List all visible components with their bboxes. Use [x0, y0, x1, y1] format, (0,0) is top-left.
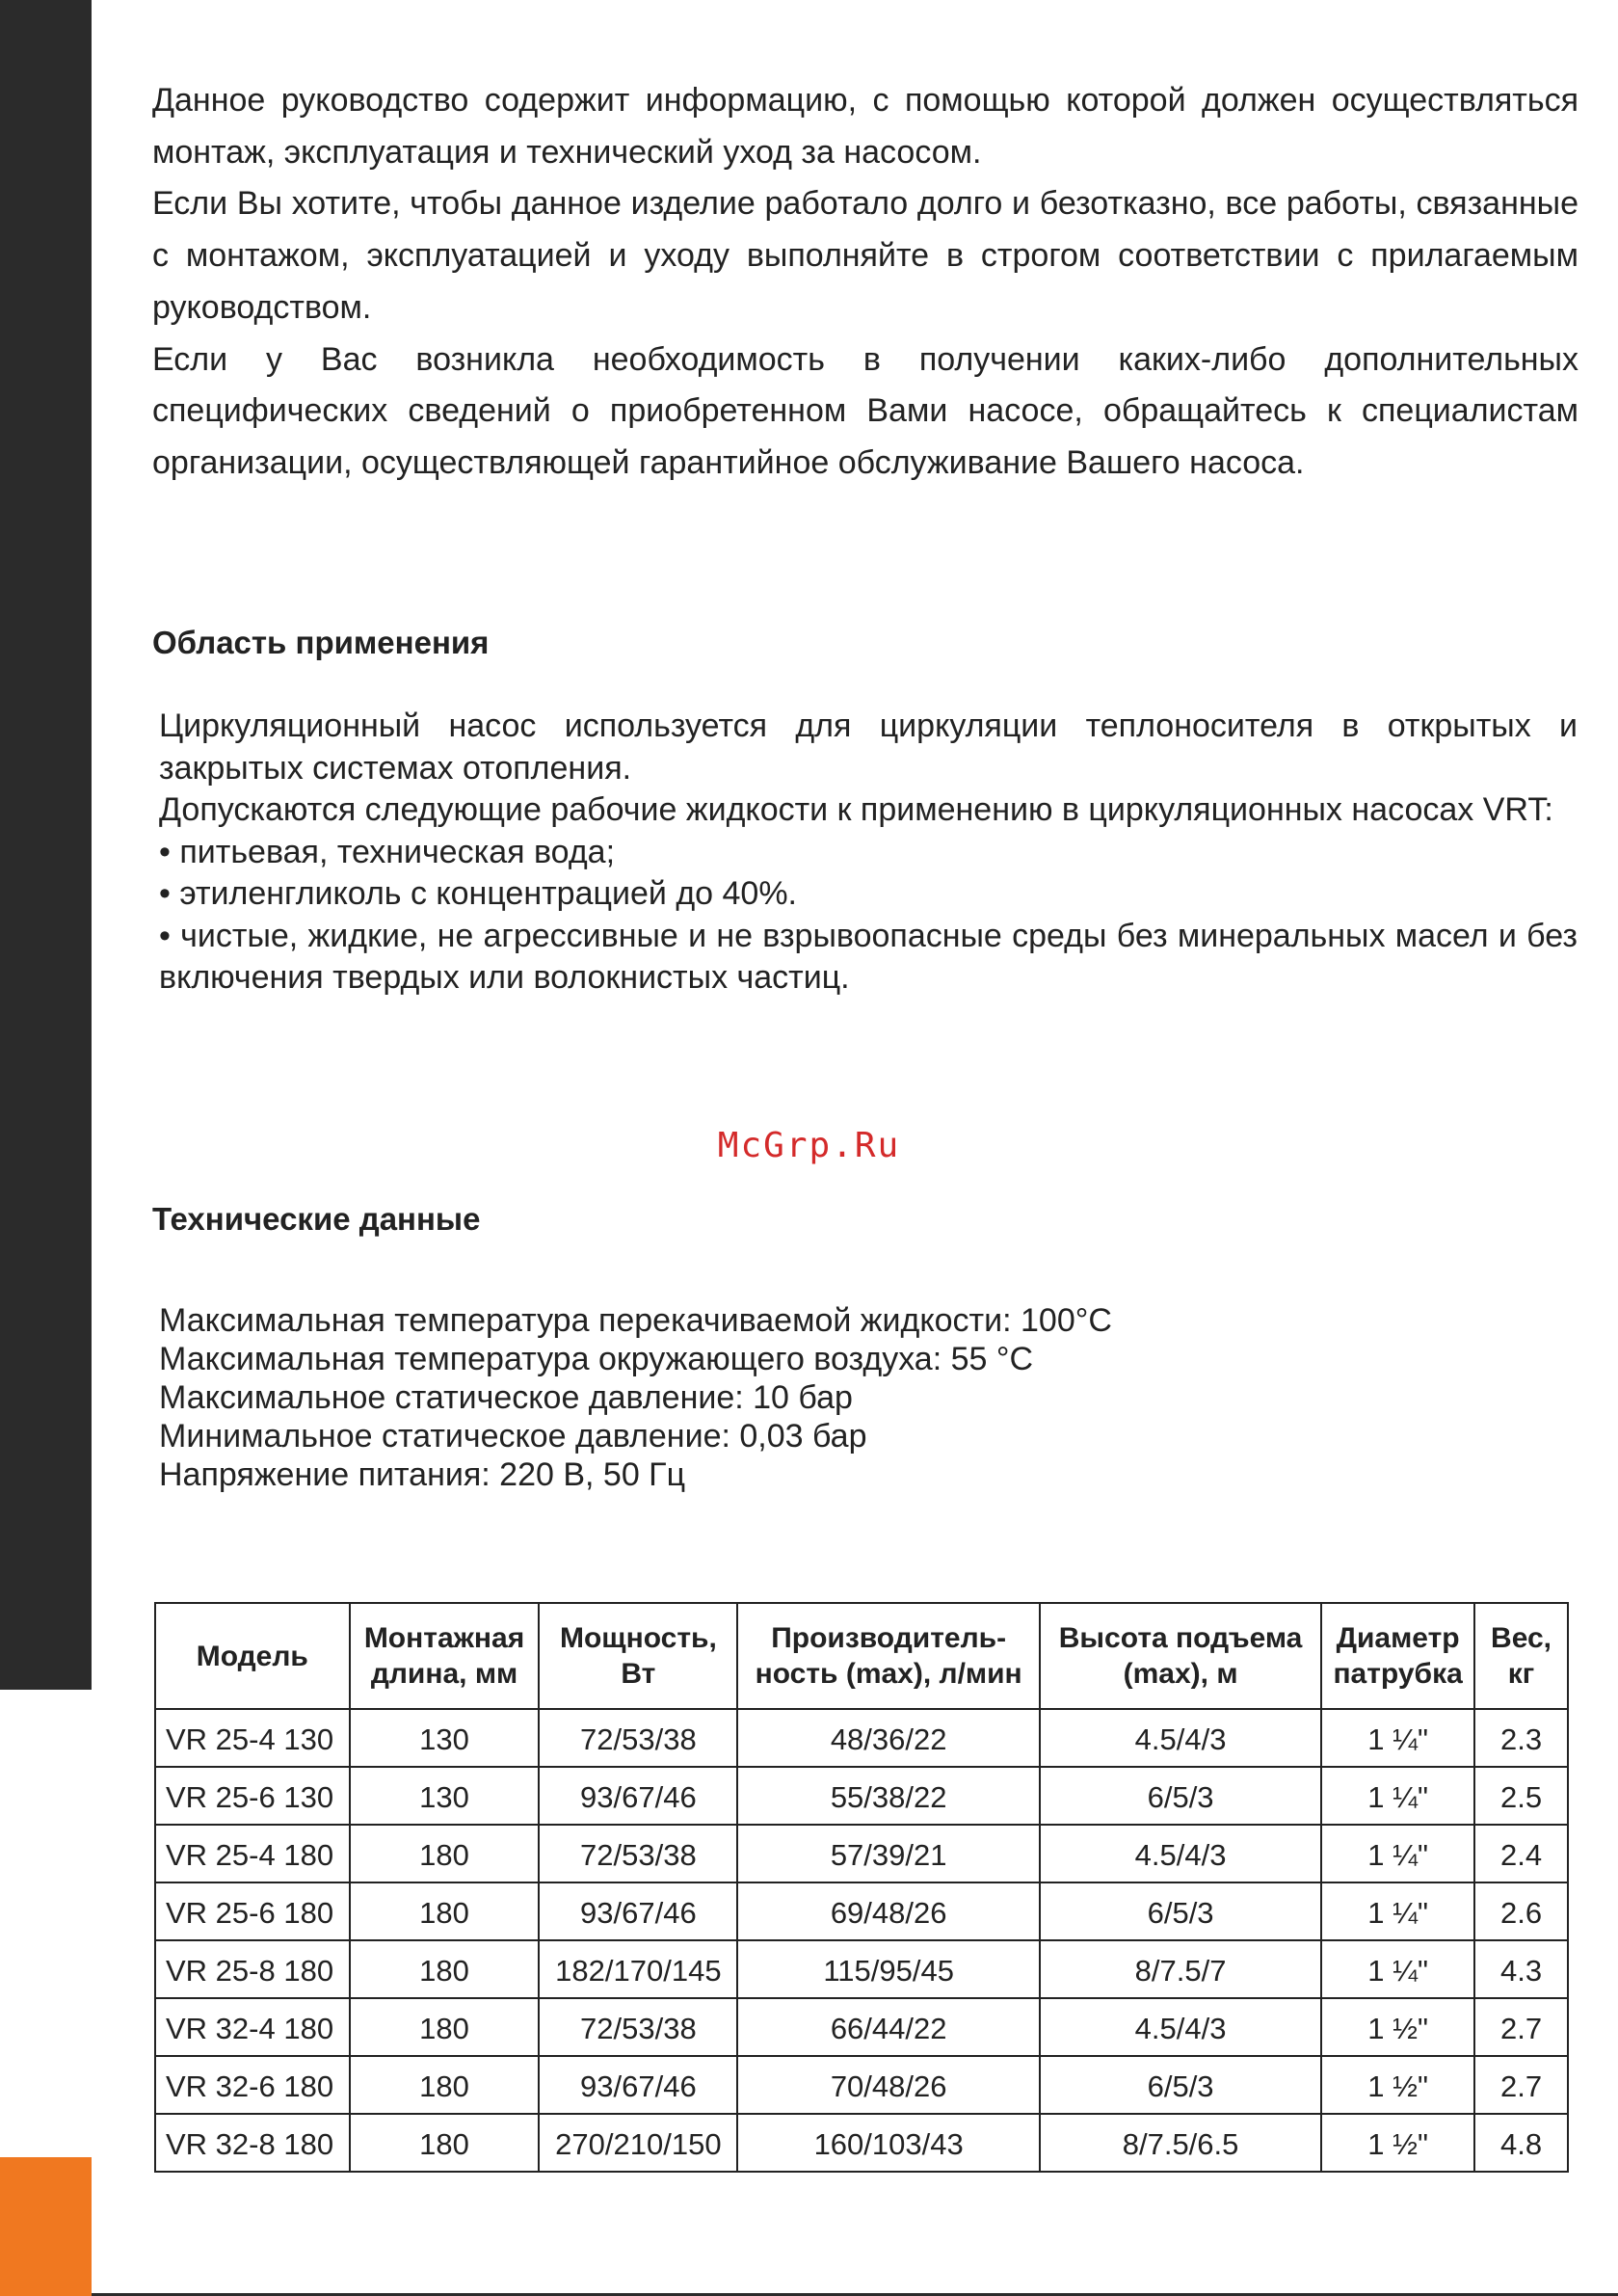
column-header-line: (max), м: [1123, 1658, 1238, 1690]
table-cell-head: 4.5/4/3: [1040, 1998, 1321, 2056]
intro-paragraph: Если Вы хотите, чтобы данное изделие работало долго и безотказно, все работы, связанные с монтажом, эксплуатацией и уходу выполняйте в строгом соответствии с прилагаемым руководством.: [152, 185, 1578, 326]
table-cell-mount-length: 130: [350, 1709, 540, 1767]
side-bar-dark: [0, 0, 92, 1690]
table-cell-mount-length: 130: [350, 1767, 540, 1825]
table-cell-weight: 4.8: [1474, 2114, 1568, 2172]
table-row: [155, 1767, 1568, 1825]
usage-paragraph: Циркуляционный насос используется для циркуляции теплоносителя в открытых и закрытых системах отопления.: [159, 707, 1578, 787]
column-header-capacity: [737, 1603, 1040, 1709]
table-header-row: [155, 1603, 1568, 1709]
table-cell-model: VR 32-4 180: [155, 1998, 350, 2056]
table-cell-power: 93/67/46: [539, 1882, 737, 1940]
table-cell-head: 4.5/4/3: [1040, 1825, 1321, 1882]
table-cell-model: VR 32-8 180: [155, 2114, 350, 2172]
table-row: [155, 1882, 1568, 1940]
usage-paragraph: Допускаются следующие рабочие жидкости к применению в циркуляционных насосах VRT:: [159, 791, 1553, 828]
watermark: McGrp.Ru: [717, 1126, 901, 1165]
column-header-line: Мощность,: [559, 1622, 717, 1654]
usage-section: [159, 706, 1578, 1000]
usage-bullet: • питьевая, техническая вода;: [159, 833, 616, 870]
table-cell-pipe-diameter: 1 ¼": [1321, 1767, 1474, 1825]
table-cell-head: 8/7.5/6.5: [1040, 2114, 1321, 2172]
table-cell-head: 8/7.5/7: [1040, 1940, 1321, 1998]
table-cell-model: VR 32-6 180: [155, 2056, 350, 2114]
table-cell-weight: 2.7: [1474, 1998, 1568, 2056]
table-cell-pipe-diameter: 1 ½": [1321, 2114, 1474, 2172]
pump-spec-table: [154, 1602, 1569, 2173]
spec-line: Максимальное статическое давление: 10 бар: [159, 1379, 853, 1416]
column-header-line: Монтажная: [363, 1622, 525, 1654]
table-cell-mount-length: 180: [350, 1940, 540, 1998]
column-header-line: Производитель-: [771, 1622, 1007, 1654]
column-header-line: Высота подъема: [1058, 1622, 1303, 1654]
table-cell-power: 182/170/145: [539, 1940, 737, 1998]
usage-heading: Область применения: [152, 625, 490, 660]
column-header-line: кг: [1507, 1658, 1535, 1690]
table-cell-mount-length: 180: [350, 1882, 540, 1940]
column-header-mount-length: [350, 1603, 540, 1709]
table-row: [155, 1998, 1568, 2056]
table-cell-pipe-diameter: 1 ¼": [1321, 1825, 1474, 1882]
table-cell-head: 4.5/4/3: [1040, 1709, 1321, 1767]
table-cell-mount-length: 180: [350, 1825, 540, 1882]
table-cell-weight: 4.3: [1474, 1940, 1568, 1998]
column-header-line: длина, мм: [370, 1658, 518, 1690]
column-header-line: ность (max), л/мин: [755, 1658, 1022, 1690]
table-row: [155, 2114, 1568, 2172]
table-cell-weight: 2.6: [1474, 1882, 1568, 1940]
table-cell-capacity: 48/36/22: [737, 1709, 1040, 1767]
table-cell-pipe-diameter: 1 ¼": [1321, 1940, 1474, 1998]
column-header-power: [539, 1603, 737, 1709]
spec-line: Максимальная температура окружающего воздуха: 55 °C: [159, 1341, 1034, 1377]
table-cell-power: 72/53/38: [539, 1998, 737, 2056]
table-cell-power: 270/210/150: [539, 2114, 737, 2172]
table-cell-capacity: 70/48/26: [737, 2056, 1040, 2114]
table-cell-mount-length: 180: [350, 2056, 540, 2114]
column-header-model: [155, 1603, 350, 1709]
table-cell-capacity: 66/44/22: [737, 1998, 1040, 2056]
table-cell-power: 93/67/46: [539, 1767, 737, 1825]
tech-heading: Технические данные: [152, 1201, 481, 1237]
intro-section: [152, 75, 1578, 490]
table-cell-model: VR 25-4 130: [155, 1709, 350, 1767]
table-cell-model: VR 25-6 180: [155, 1882, 350, 1940]
table-cell-weight: 2.7: [1474, 2056, 1568, 2114]
table-cell-capacity: 115/95/45: [737, 1940, 1040, 1998]
table-cell-head: 6/5/3: [1040, 2056, 1321, 2114]
column-header-line: Вт: [621, 1658, 656, 1690]
column-header-line: Вес,: [1491, 1622, 1552, 1654]
table-row: [155, 1709, 1568, 1767]
table-cell-pipe-diameter: 1 ½": [1321, 1998, 1474, 2056]
intro-paragraph: Данное руководство содержит информацию, с помощью которой должен осуществляться монтаж, эксплуатация и технический уход за насосом.: [152, 82, 1578, 171]
table-cell-model: VR 25-4 180: [155, 1825, 350, 1882]
table-cell-weight: 2.3: [1474, 1709, 1568, 1767]
table-row: [155, 2056, 1568, 2114]
table-cell-pipe-diameter: 1 ½": [1321, 2056, 1474, 2114]
table-cell-capacity: 69/48/26: [737, 1882, 1040, 1940]
spec-line: Напряжение питания: 220 В, 50 Гц: [159, 1456, 686, 1493]
table-cell-capacity: 160/103/43: [737, 2114, 1040, 2172]
table-cell-model: VR 25-6 130: [155, 1767, 350, 1825]
table-cell-head: 6/5/3: [1040, 1882, 1321, 1940]
table-cell-pipe-diameter: 1 ¼": [1321, 1882, 1474, 1940]
table-row: [155, 1825, 1568, 1882]
table-cell-pipe-diameter: 1 ¼": [1321, 1709, 1474, 1767]
side-bar-accent: [0, 2157, 92, 2296]
table-cell-head: 6/5/3: [1040, 1767, 1321, 1825]
spec-line: Максимальная температура перекачиваемой жидкости: 100°C: [159, 1302, 1112, 1339]
usage-bullet: • этиленгликоль с концентрацией до 40%.: [159, 875, 798, 912]
table-cell-mount-length: 180: [350, 1998, 540, 2056]
column-header-pipe-diameter: [1321, 1603, 1474, 1709]
table-cell-model: VR 25-8 180: [155, 1940, 350, 1998]
intro-paragraph: Если у Вас возникла необходимость в получении каких-либо дополнительных специфических сведений о приобретенном Вами насосе, обращайтесь к специалистам организации, осуществляющей гарантийное обслуживание Вашего насоса.: [152, 340, 1578, 481]
column-header-line: Диаметр: [1336, 1622, 1460, 1654]
column-header-head: [1040, 1603, 1321, 1709]
table-cell-weight: 2.4: [1474, 1825, 1568, 1882]
usage-bullet: • чистые, жидкие, не агрессивные и не взрывоопасные среды без минеральных масел и без включения твердых или волокнистых частиц.: [159, 917, 1578, 996]
table-cell-power: 93/67/46: [539, 2056, 737, 2114]
table-cell-mount-length: 180: [350, 2114, 540, 2172]
table-body: [155, 1709, 1568, 2172]
table-cell-capacity: 57/39/21: [737, 1825, 1040, 1882]
spec-line: Минимальное статическое давление: 0,03 бар: [159, 1418, 867, 1455]
table-row: [155, 1940, 1568, 1998]
column-header-line: патрубка: [1333, 1658, 1463, 1690]
table-cell-power: 72/53/38: [539, 1825, 737, 1882]
column-header-weight: [1474, 1603, 1568, 1709]
tech-specs: [159, 1301, 1112, 1494]
table-cell-capacity: 55/38/22: [737, 1767, 1040, 1825]
table-cell-power: 72/53/38: [539, 1709, 737, 1767]
table-cell-weight: 2.5: [1474, 1767, 1568, 1825]
column-header-line: Модель: [196, 1640, 308, 1672]
